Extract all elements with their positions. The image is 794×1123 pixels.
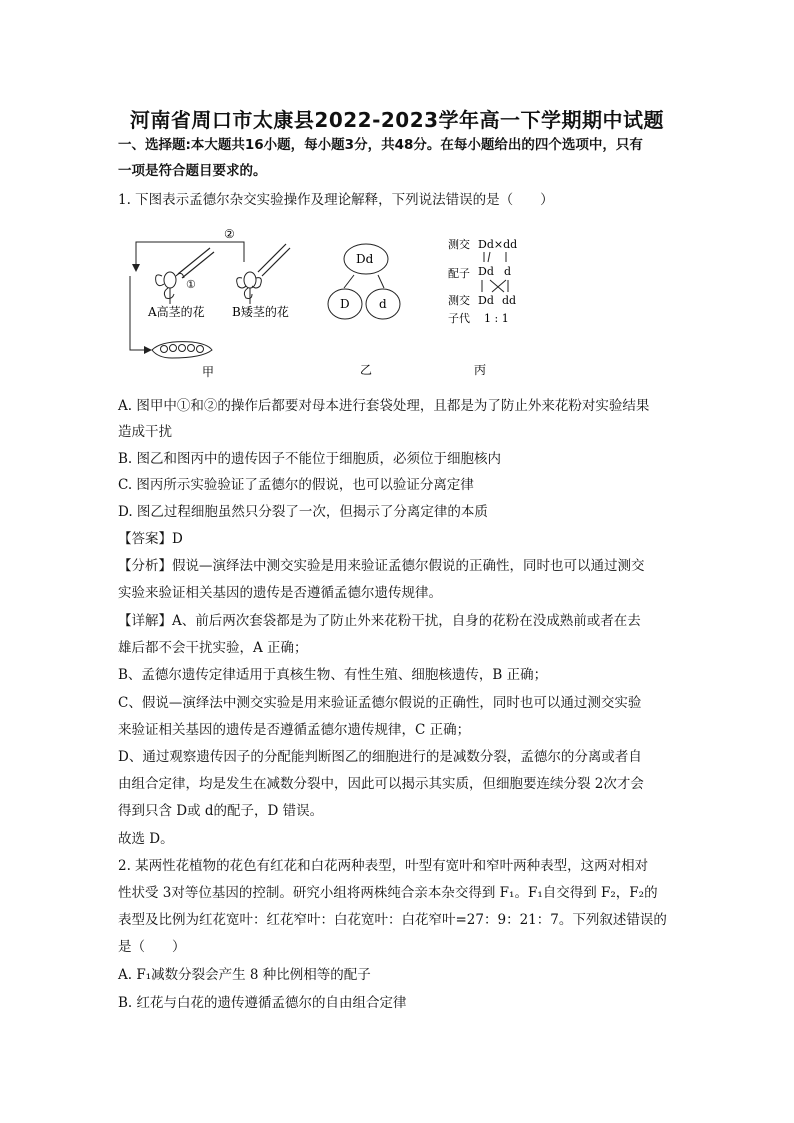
flower-b-label: B矮茎的花 — [232, 305, 289, 319]
bing-row1-label: 测交 — [448, 238, 470, 251]
flower-b-drawing — [237, 244, 290, 304]
q1-detail-line4: C、假说—演绎法中测交实验是用来验证孟德尔假说的正确性，同时也可以通过测交实验 — [118, 695, 642, 711]
q1-analysis-line1: 【分析】假说—演绎法中测交实验是用来验证孟德尔假说的正确性，同时也可以通过测交 — [118, 558, 645, 574]
yi-gamete-1: D — [340, 297, 350, 311]
section-heading-line1: 一、选择题:本大题共16小题，每小题3分，共48分。在每小题给出的四个选项中，只有 — [118, 137, 643, 153]
q1-analysis-line2: 实验来验证相关基因的遗传是否遵循孟德尔遗传规律。 — [118, 585, 442, 601]
q2-option-a: A. F₁减数分裂会产生 8 种比例相等的配子 — [118, 967, 371, 983]
q1-detail-line5: 来验证相关基因的遗传是否遵循孟德尔遗传规律，C 正确； — [118, 722, 471, 738]
figure-yi-caption: 乙 — [360, 363, 373, 377]
q1-detail-line7: 由组合定律，均是发生在减数分裂中，因此可以揭示其实质，但细胞要连续分裂 2次才会 — [118, 776, 644, 792]
figure-bing-caption: 丙 — [474, 363, 487, 377]
pea-pod-drawing — [152, 342, 212, 358]
figure-jia — [130, 227, 290, 379]
figure-bing — [448, 237, 517, 377]
q1-option-a-line2: 造成干扰 — [118, 424, 172, 440]
bing-row1-value: Dd×dd — [478, 238, 518, 251]
bing-row3-value-2: dd — [502, 294, 517, 307]
question-2-stem-line1: 2. 某两性花植物的花色有红花和白花两种表型，叶型有宽叶和窄叶两种表型，这两对相对 — [118, 858, 649, 874]
q1-option-d: D. 图乙过程细胞虽然只分裂了一次，但揭示了分离定律的本质 — [118, 504, 488, 520]
question-2-stem-line4: 是（ ） — [118, 939, 186, 955]
q1-detail-line6: D、通过观察遗传因子的分配能判断图乙的细胞进行的是减数分裂，孟德尔的分离或者自 — [118, 749, 642, 765]
flower-a-drawing — [156, 248, 214, 304]
bing-row4-label: 子代 — [448, 312, 470, 325]
question-1-figure — [118, 218, 538, 384]
bing-row3-value-1: Dd — [478, 294, 494, 307]
q1-detail-line1: 【详解】A、前后两次套袋都是为了防止外来花粉干扰，自身的花粉在没成熟前或者在去 — [118, 613, 641, 629]
q1-detail-line3: B、孟德尔遗传定律适用于真核生物、有性生殖、细胞核遗传，B 正确； — [118, 667, 548, 683]
bing-row4-ratio: 1 : 1 — [484, 312, 509, 325]
question-1-stem: 1. 下图表示孟德尔杂交实验操作及理论解释，下列说法错误的是（ ） — [118, 192, 554, 208]
bing-row3-label: 测交 — [448, 294, 470, 307]
page-title: 河南省周口市太康县2022-2023学年高一下学期期中试题 — [129, 108, 665, 132]
q1-detail-line2: 雄后都不会干扰实验，A 正确； — [118, 640, 308, 656]
flower-a-label: A高茎的花 — [148, 305, 205, 319]
yi-gamete-2: d — [379, 297, 387, 311]
step-2-label: ② — [224, 227, 235, 241]
q1-option-b: B. 图乙和图丙中的遗传因子不能位于细胞质，必须位于细胞核内 — [118, 451, 502, 467]
q1-answer: 【答案】D — [118, 531, 183, 547]
section-heading-line2: 一项是符合题目要求的。 — [118, 163, 267, 179]
q2-option-b: B. 红花与白花的遗传遵循孟德尔的自由组合定律 — [118, 995, 407, 1011]
q1-conclusion: 故选 D。 — [118, 831, 174, 847]
yi-parent-label: Dd — [356, 252, 374, 266]
bing-row2-gametes-1: Dd — [478, 265, 494, 278]
question-2-stem-line3: 表型及比例为红花宽叶：红花窄叶：白花宽叶：白花窄叶=27：9：21：7。下列叙述错误的 — [118, 912, 667, 928]
q1-detail-line8: 得到只含 D或 d的配子，D 错误。 — [118, 803, 324, 819]
step-1-label: ① — [186, 278, 196, 291]
question-2-stem-line2: 性状受 3对等位基因的控制。研究小组将两株纯合亲本杂交得到 F₁。F₁自交得到 F₂，F₂的 — [118, 885, 658, 901]
figure-jia-caption: 甲 — [202, 365, 215, 379]
q1-option-c: C. 图丙所示实验验证了孟德尔的假说，也可以验证分离定律 — [118, 477, 474, 493]
figure-yi — [328, 244, 400, 377]
q1-option-a-line1: A. 图甲中①和②的操作后都要对母本进行套袋处理，且都是为了防止外来花粉对实验结果 — [118, 398, 650, 414]
bing-row2-gametes-2: d — [504, 265, 512, 278]
bing-row2-label: 配子 — [448, 267, 470, 280]
